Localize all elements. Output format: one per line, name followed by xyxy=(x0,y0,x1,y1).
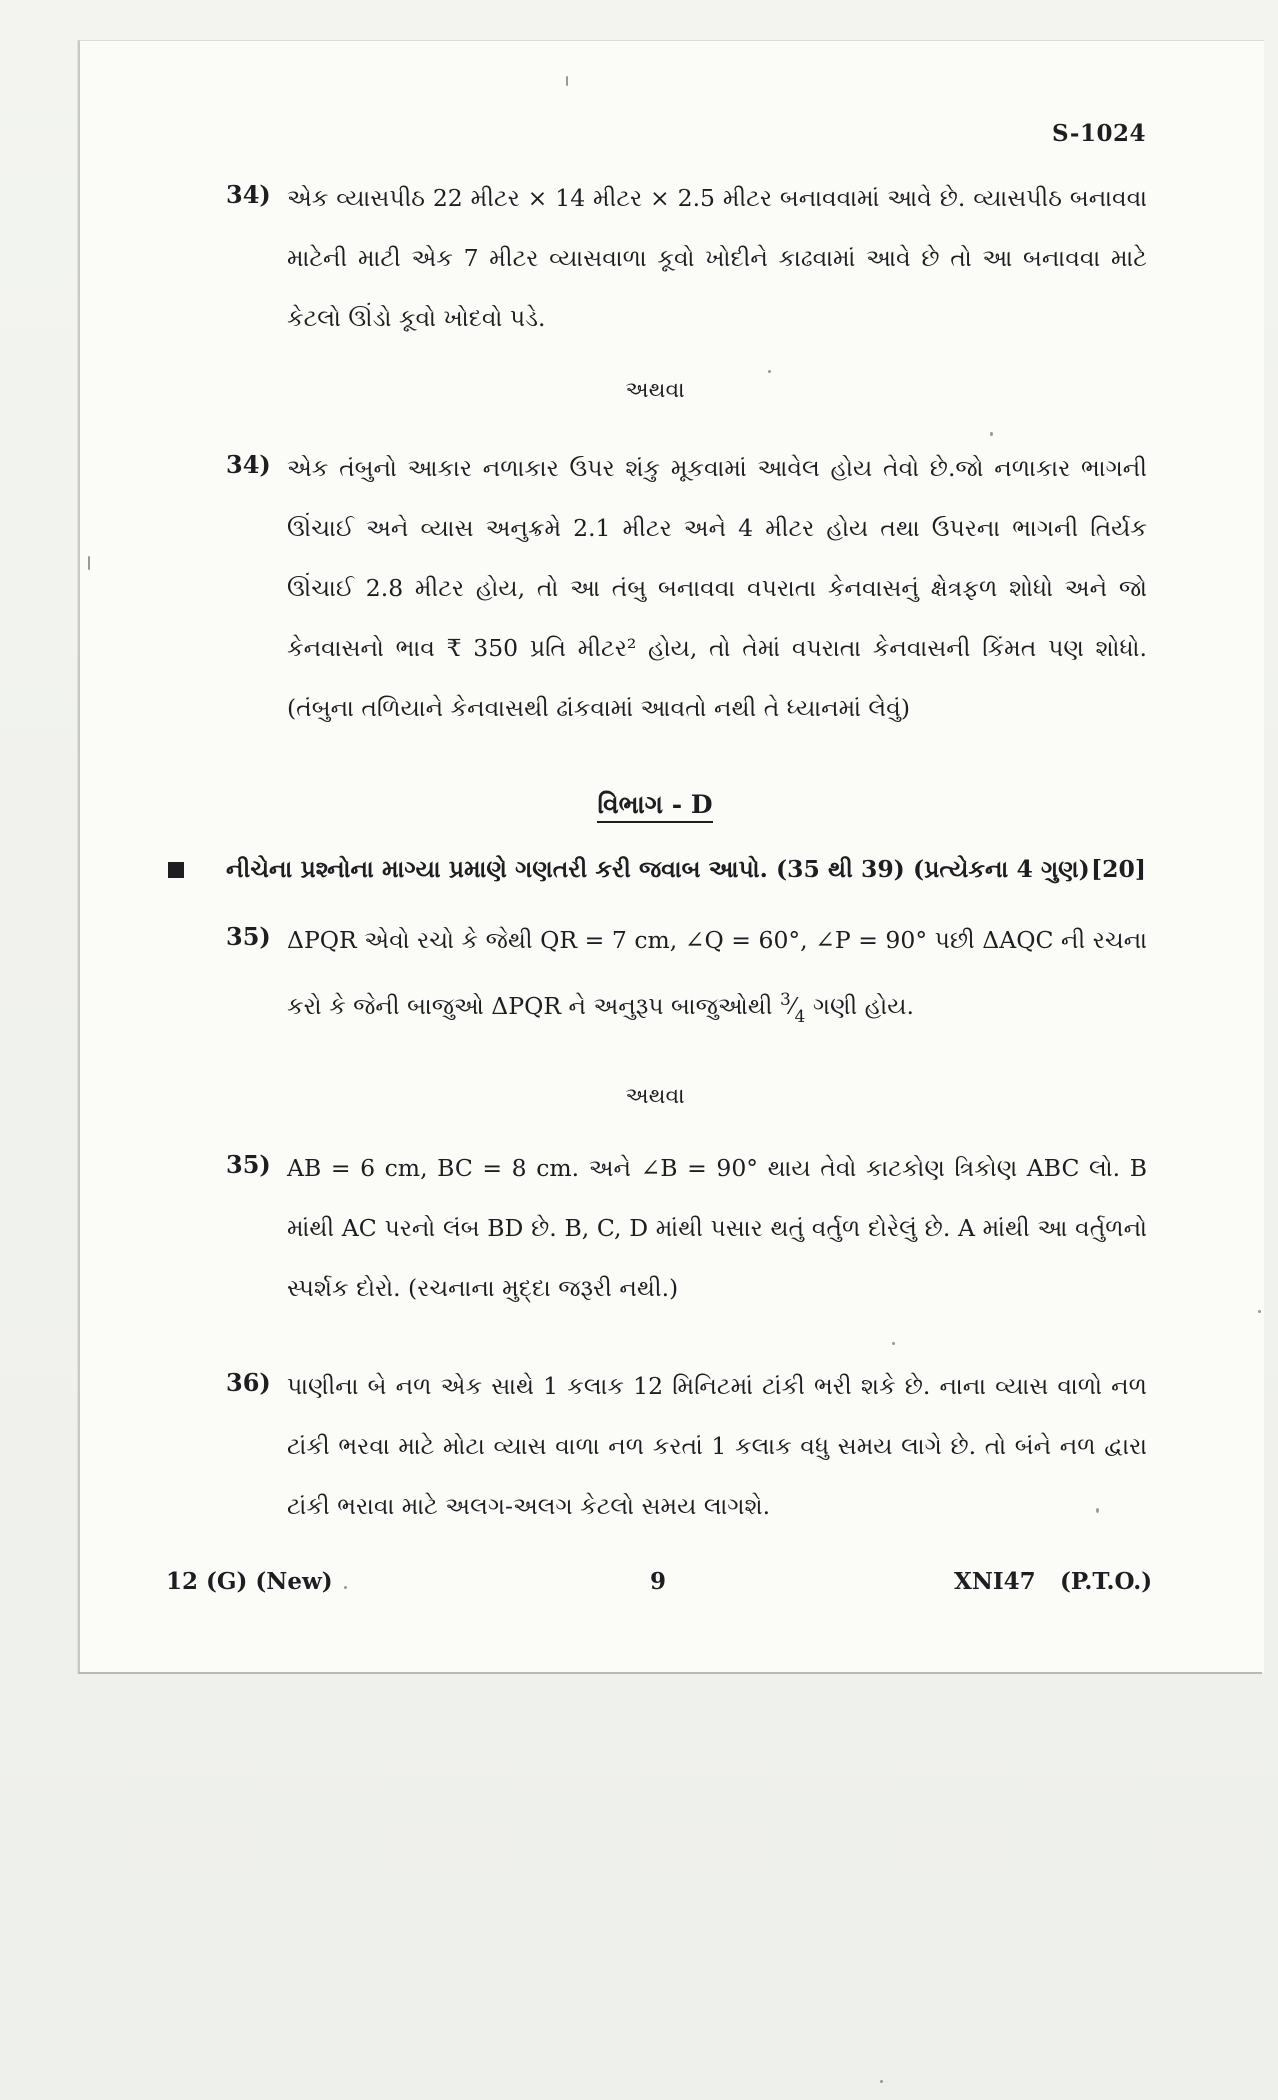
question-text: AB = 6 cm, BC = 8 cm. અને ∠B = 90° થાય તેવો કાટકોણ ત્રિકોણ ABC લો. B માંથી AC પરનો લંબ BD છે. B, C, D માંથી પસાર થતું વર્તુળ દોરેલું છે. A માંથી આ વર્તુળનો સ્પર્શક દોરો. (રચનાના મુદ્દા જરૂરી નથી.) xyxy=(287,1154,1147,1302)
question-text xyxy=(287,910,1147,1047)
footer-code: XNI47 xyxy=(954,1568,1036,1595)
scan-speck xyxy=(880,2080,883,2083)
scan-speck xyxy=(344,1586,347,1589)
paper-code: S-1024 xyxy=(1051,120,1146,147)
section-instruction xyxy=(226,855,1146,883)
question-text: પાણીના બે નળ એક સાથે 1 કલાક 12 મિનિટમાં ટાંકી ભરી શકે છે. નાના વ્યાસ વાળો નળ ટાંકી ભરવા માટે મોટા વ્યાસ વાળા નળ કરતાં 1 કલાક વધુ સમય લાગે છે. તો બંને નળ દ્વારા ટાંકી ભરાવા માટે અલગ-અલગ કેટલો સમય લાગશે. xyxy=(287,1372,1147,1520)
question-number: 35) xyxy=(226,1150,271,1179)
or-label: અથવા xyxy=(625,1084,685,1109)
scan-speck xyxy=(1096,1508,1099,1513)
question-text: એક તંબુનો આકાર નળાકાર ઉપર શંકુ મૂકવામાં આવેલ હોય તેવો છે.જો નળાકાર ભાગની ઊંચાઈ અને વ્યાસ અનુક્રમે 2.1 મીટર અને 4 મીટર હોય તથા ઉપરના ભાગની તિર્યક ઊંચાઈ 2.8 મીટર હોય, તો આ તંબુ બનાવવા વપરાતા કેનવાસનું ક્ષેત્રફળ શોધો અને જો કેનવાસનો ભાવ ₹ 350 પ્રતિ મીટર² હોય, તો તેમાં વપરાતા કેનવાસની કિંમત પણ શોધો.(તંબુના તળિયાને કેનવાસથી ઢાંકવામાં આવતો નથી તે ધ્યાનમાં લેવું) xyxy=(287,454,1147,722)
page-number: 9 xyxy=(650,1568,667,1595)
section-title: વિભાગ - D xyxy=(597,790,712,823)
fraction-numerator: 3 xyxy=(780,990,791,1010)
scan-speck xyxy=(892,1342,895,1345)
or-label: અથવા xyxy=(625,378,685,403)
question-number: 36) xyxy=(226,1368,271,1397)
question-text-part: ΔPQR એવો રચો કે જેથી QR = 7 cm, ∠Q = 60°, ∠P = 90° પછી ΔAQC ની રચના કરો કે જેની બાજુઓ ΔPQR ને અનુરૂપ બાજુઓથી xyxy=(287,926,1147,1020)
section-heading xyxy=(0,790,1278,820)
scan-speck xyxy=(566,76,568,86)
bullet-icon xyxy=(168,862,184,878)
question-number: 35) xyxy=(226,922,271,951)
section-marks: [20] xyxy=(1091,855,1146,883)
question-number: 34) xyxy=(226,180,271,209)
footer-pto: (P.T.O.) xyxy=(1060,1568,1153,1595)
fraction: $^3⁄_4$ xyxy=(780,990,806,1027)
question-number: 34) xyxy=(226,450,271,479)
scan-speck xyxy=(990,432,993,436)
instruction-text: નીચેના પ્રશ્નોના માગ્યા પ્રમાણે ગણતરી કરી જવાબ આપો. (35 થી 39) (પ્રત્યેકના 4 ગુણ) xyxy=(226,855,1090,883)
scan-speck xyxy=(768,370,771,373)
fraction-denominator: 4 xyxy=(794,1007,806,1027)
scan-speck xyxy=(88,556,90,570)
footer-subject: 12 (G) (New) xyxy=(166,1568,333,1595)
scan-speck xyxy=(1258,1310,1261,1313)
question-text-part: ગણી હોય. xyxy=(812,992,914,1020)
question-text: એક વ્યાસપીઠ 22 મીટર × 14 મીટર × 2.5 મીટર બનાવવામાં આવે છે. વ્યાસપીઠ બનાવવા માટેની માટી એક 7 મીટર વ્યાસવાળા કૂવો ખોદીને કાઢવામાં આવે છે તો આ બનાવવા માટે કેટલો ઊંડો કૂવો ખોદવો પડે. xyxy=(287,184,1147,332)
